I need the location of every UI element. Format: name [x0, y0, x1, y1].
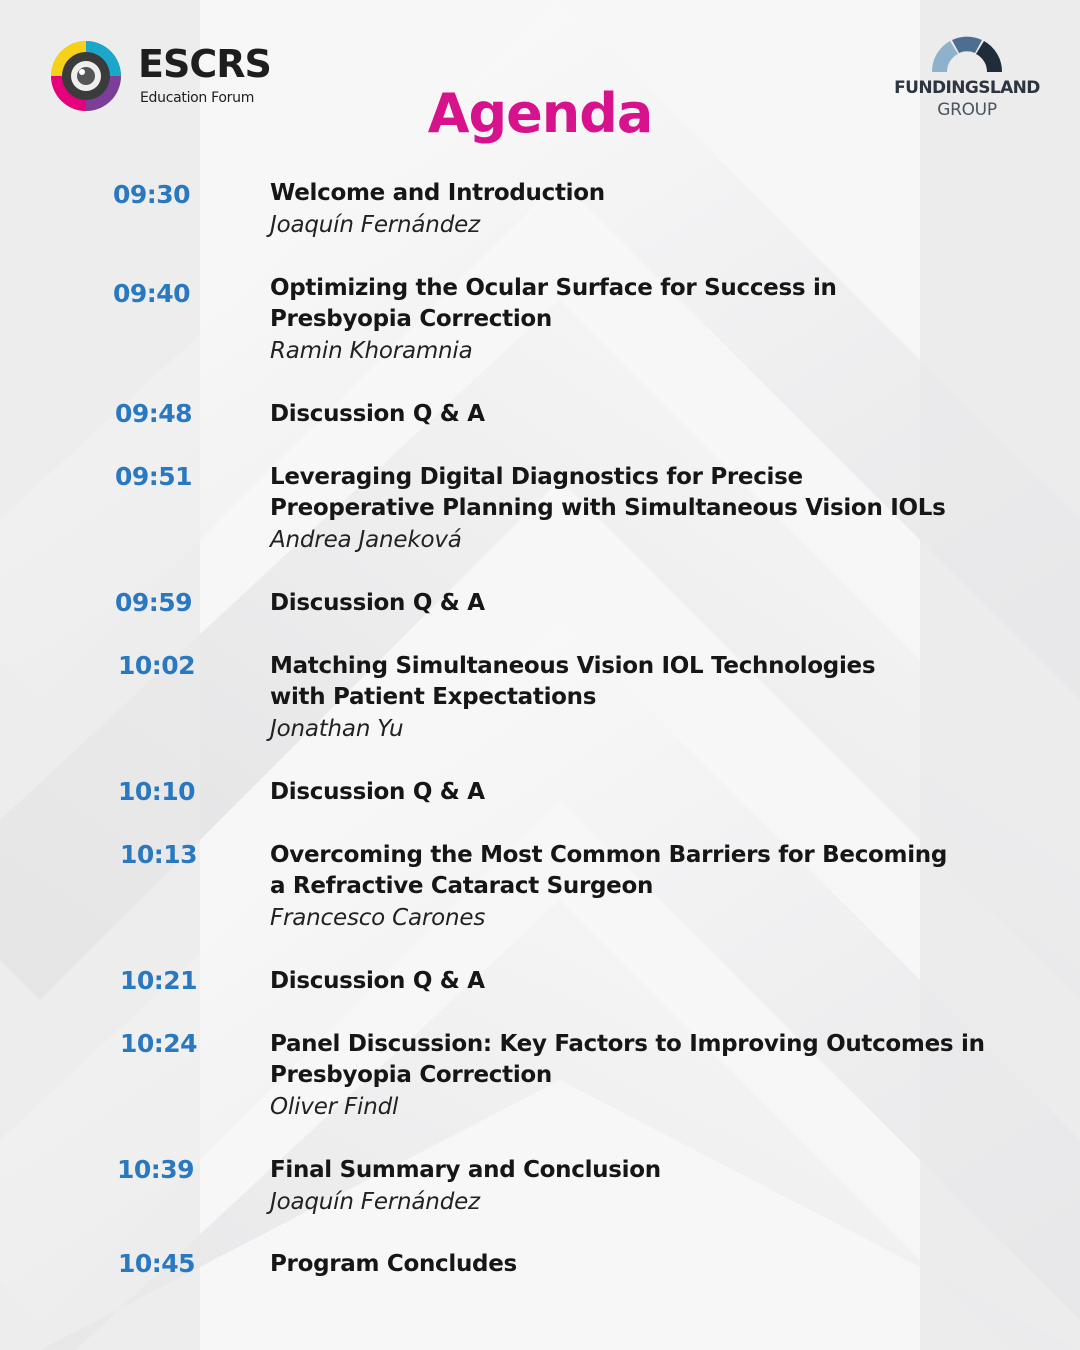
- agenda-speaker: Joaquín Fernández: [270, 212, 480, 238]
- escrs-name: ESCRS: [138, 42, 271, 86]
- agenda-time: 10:21: [120, 966, 198, 995]
- agenda-speaker: Andrea Janeková: [270, 527, 462, 553]
- agenda-speaker: Ramin Khoramnia: [270, 338, 473, 364]
- agenda-time: 10:39: [117, 1155, 195, 1184]
- agenda-time: 10:02: [118, 651, 196, 680]
- fundingsland-subtitle: GROUP: [937, 100, 997, 120]
- agenda-title: Discussion Q & A: [270, 590, 485, 616]
- agenda-title: Matching Simultaneous Vision IOL Technologies with Patient Expectations: [270, 653, 876, 710]
- agenda-title: Panel Discussion: Key Factors to Improving Outcomes in Presbyopia Correction: [270, 1031, 985, 1088]
- agenda-time: 10:10: [118, 777, 196, 806]
- agenda-title: Discussion Q & A: [270, 779, 485, 805]
- agenda-session: [270, 840, 1000, 934]
- agenda-title: Optimizing the Ocular Surface for Success in Presbyopia Correction: [270, 275, 837, 332]
- page-title: Agenda: [427, 82, 653, 145]
- agenda-session: [270, 1029, 1000, 1123]
- agenda-session: [270, 462, 1000, 556]
- agenda-time: 09:48: [115, 399, 193, 428]
- agenda-time: 09:59: [115, 588, 193, 617]
- agenda-time: 10:13: [120, 840, 198, 869]
- agenda-title: Discussion Q & A: [270, 968, 485, 994]
- agenda-title: Final Summary and Conclusion: [270, 1157, 661, 1183]
- agenda-time: 10:45: [118, 1249, 196, 1278]
- agenda-time: 10:24: [120, 1029, 198, 1058]
- agenda-session: [270, 1155, 1000, 1218]
- fundingsland-name: FUNDINGSLAND: [894, 78, 1040, 98]
- agenda-session: [270, 966, 1000, 997]
- agenda-time: 09:51: [115, 462, 193, 491]
- agenda-session: [270, 178, 1000, 241]
- escrs-subtitle: Education Forum: [140, 90, 255, 106]
- agenda-time: 09:40: [113, 279, 191, 308]
- agenda-time: 09:30: [113, 180, 191, 209]
- agenda-title: Program Concludes: [270, 1251, 517, 1277]
- agenda-speaker: Jonathan Yu: [270, 716, 404, 742]
- agenda-session: [270, 651, 1000, 745]
- agenda-title: Welcome and Introduction: [270, 180, 605, 206]
- agenda-session: [270, 399, 1000, 430]
- fundingsland-arc-icon: [930, 32, 1004, 72]
- agenda-speaker: Joaquín Fernández: [270, 1189, 480, 1215]
- agenda-session: [270, 1249, 1000, 1280]
- agenda-title: Discussion Q & A: [270, 401, 485, 427]
- agenda-title: Leveraging Digital Diagnostics for Precise Preoperative Planning with Simultaneous Vision IOLs: [270, 464, 946, 521]
- agenda-session: [270, 777, 1000, 808]
- agenda-title: Overcoming the Most Common Barriers for Becoming a Refractive Cataract Surgeon: [270, 842, 948, 899]
- agenda-session: [270, 588, 1000, 619]
- agenda-speaker: Oliver Findl: [270, 1094, 399, 1120]
- agenda-speaker: Francesco Carones: [270, 905, 486, 931]
- agenda-session: [270, 273, 1000, 367]
